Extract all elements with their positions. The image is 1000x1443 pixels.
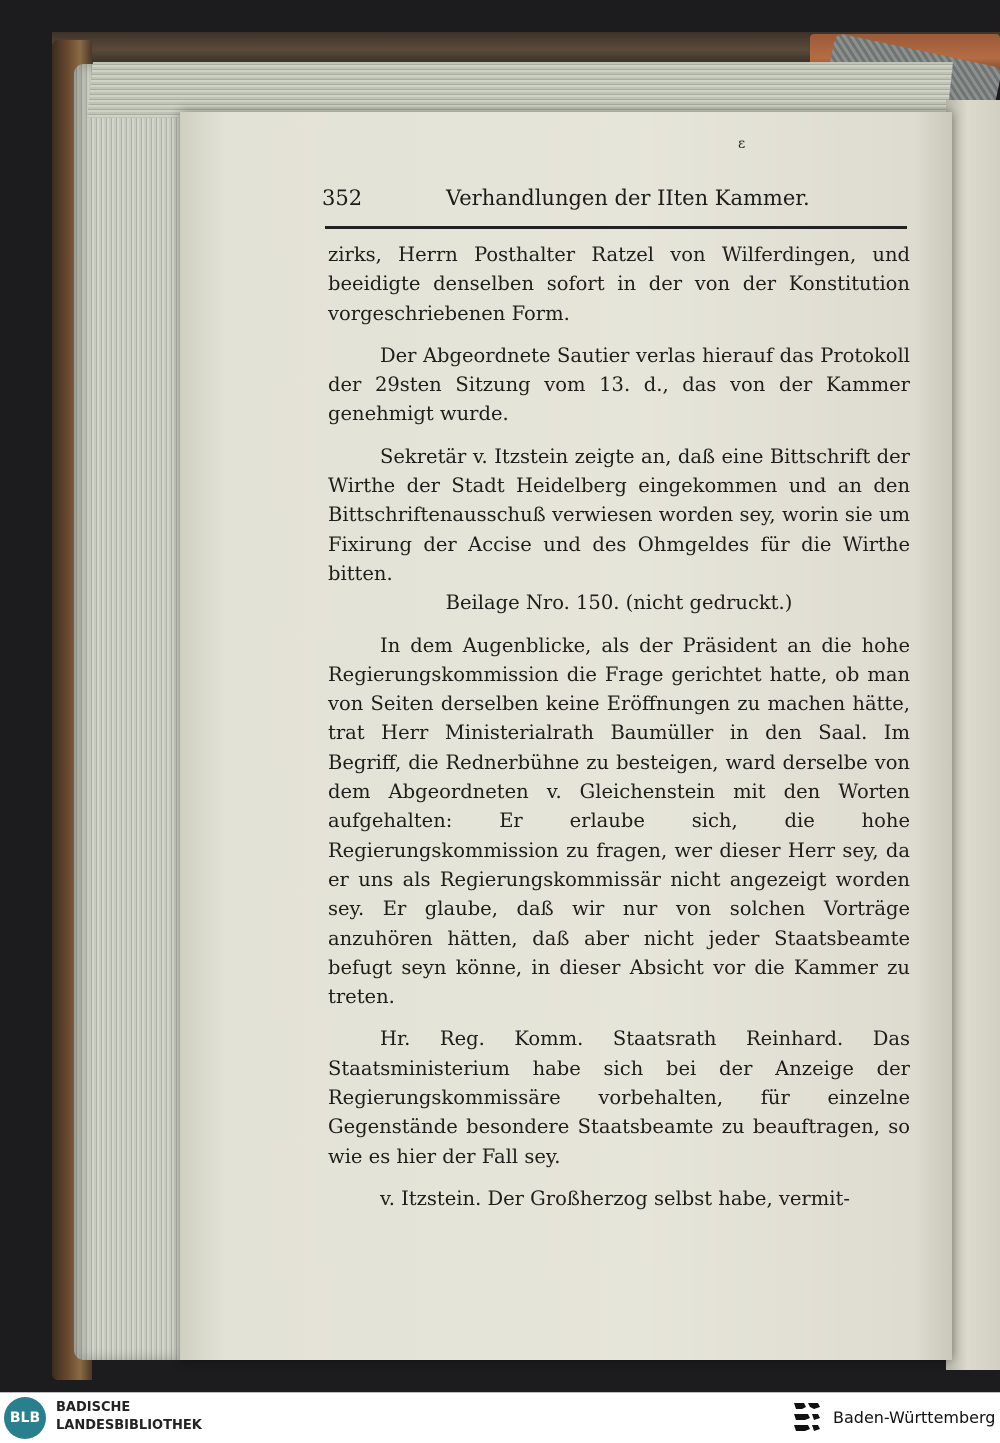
paragraph-1: zirks, Herrn Posthalter Ratzel von Wilferdingen, und beeidigte denselben sofort in der von der Konstitution vorgeschriebenen Form. xyxy=(328,243,910,325)
running-header xyxy=(322,184,907,218)
paragraph-2: Der Abgeordnete Sautier verlas hierauf das Protokoll der 29sten Sitzung vom 13. d., das von der Kammer genehmigt wurde. xyxy=(328,343,910,426)
page-stack-top xyxy=(87,62,953,118)
page-number: 352 xyxy=(322,186,363,210)
viewer-footer xyxy=(0,1392,1000,1443)
running-title: Verhandlungen der IIten Kammer. xyxy=(446,186,810,210)
library-name-line1: BADISCHE xyxy=(56,1400,131,1415)
page-mark: ɛ xyxy=(738,136,746,152)
state-name: Baden-Württemberg xyxy=(833,1408,996,1427)
library-name xyxy=(56,1399,202,1435)
library-name-line2: LANDESBIBLIOTHEK xyxy=(56,1418,202,1433)
paragraph-4: In dem Augenblicke, als der Präsident an die hohe Regierungskommission die Frage gerichtet hatte, ob man von Seiten derselben keine Eröffnungen zu machen hätte, trat Herr Ministerialrath Baumüller in den Saal. Im Begriff, die Rednerbühne zu besteigen, ward derselbe von dem Abgeordneten v. Gleichenstein mit den Worten aufgehalten: Er erlaube sich, die hohe Regierungskommission zu fragen, wer dieser Herr sey, da er uns als Regierungskommissär nicht angezeigt worden sey. Er glaube, daß wir nur von solchen Vorträge anzuhören hätten, daß aber nicht jeder Staatsbeamte befugt seyn könne, in dieser Absicht vor die Kammer zu treten. xyxy=(328,633,910,1009)
header-rule xyxy=(325,226,907,229)
page-body xyxy=(328,240,910,1213)
paragraph-3: Sekretär v. Itzstein zeigte an, daß eine Bittschrift der Wirthe der Stadt Heidelberg eingekommen und an den Bittschriftenausschuß verwiesen worden sey, worin sie um Fixirung der Accise und des Ohmgeldes für die Wirthe bitten. xyxy=(328,444,910,585)
blb-logo: BLB xyxy=(4,1397,46,1439)
paragraph-5: Hr. Reg. Komm. Staatsrath Reinhard. Das Staatsministerium habe sich bei der Anzeige der Regierungskommissäre vorbehalten, für einzelne Gegenstände besondere Staatsbeamte zu beauftragen, so wie es hier der Fall sey. xyxy=(328,1027,910,1168)
baden-wuerttemberg-lions-icon xyxy=(790,1399,822,1437)
page-stack-edge xyxy=(74,64,194,1360)
supplement-note: Beilage Nro. 150. (nicht gedruckt.) xyxy=(445,591,793,615)
facing-page-edge xyxy=(946,100,1000,1370)
paragraph-6: v. Itzstein. Der Großherzog selbst habe, vermit- xyxy=(380,1186,850,1210)
